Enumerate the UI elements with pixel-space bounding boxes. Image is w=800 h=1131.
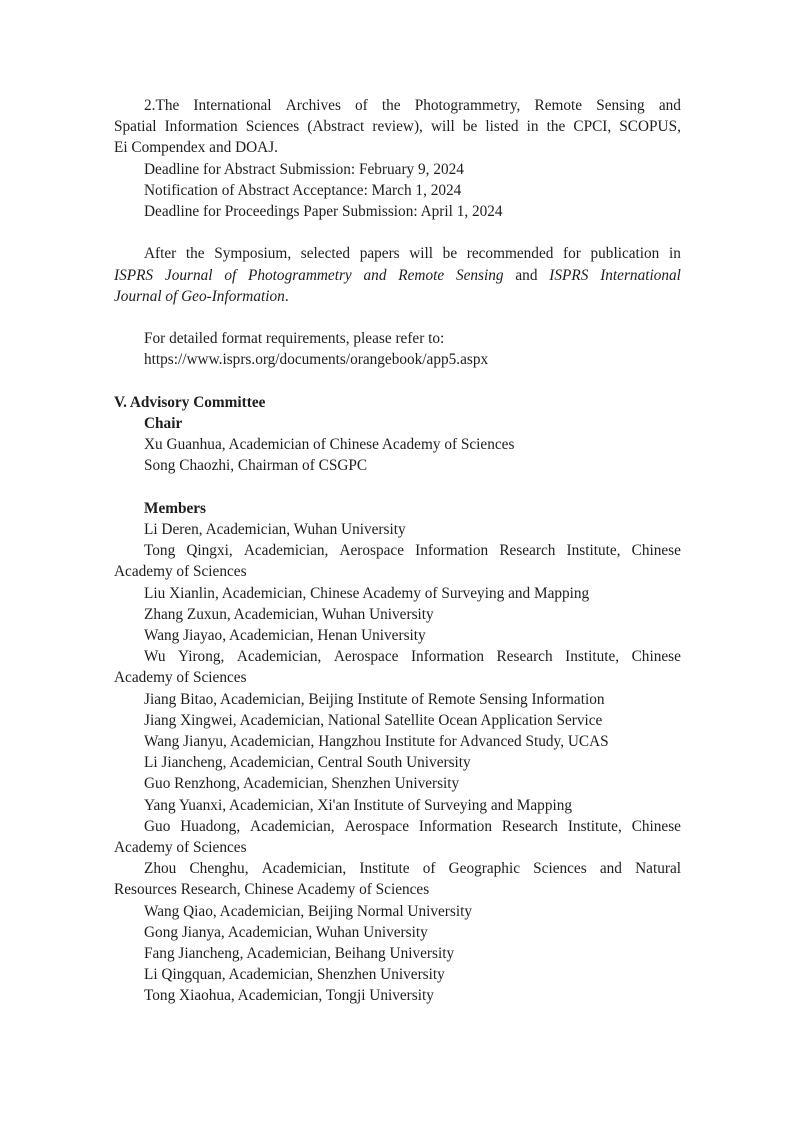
- word: recommended: [466, 245, 554, 263]
- word: Institute: [359, 860, 410, 878]
- word: publication: [590, 245, 660, 263]
- member-entry: Jiang Xingwei, Academician, National Satellite Ocean Application Service: [144, 711, 603, 729]
- word: Sciences: [533, 860, 587, 878]
- member-entry: Li Jiancheng, Academician, Central South University: [144, 754, 471, 772]
- word: Chinese: [631, 542, 681, 560]
- word: of: [422, 860, 436, 878]
- member-entry: [114, 816, 681, 837]
- word: Chinese: [631, 817, 681, 835]
- chair-member: Xu Guanhua, Academician of Chinese Academy of Sciences: [144, 436, 515, 454]
- word: Information: [410, 648, 485, 666]
- para-archives-line2: [114, 116, 681, 137]
- word: and: [515, 266, 538, 284]
- member-entry: Zhang Zuxun, Academician, Wuhan University: [144, 605, 434, 623]
- document-body: [114, 95, 681, 1007]
- word: Remote: [534, 97, 583, 114]
- word: Information: [415, 542, 489, 560]
- journal-title-word: of: [224, 266, 237, 284]
- word: Academician,: [250, 817, 335, 835]
- member-entry: Jiang Bitao, Academician, Beijing Institute of Remote Sensing Information: [144, 690, 605, 708]
- blank-line: [114, 222, 681, 243]
- word: Aerospace: [333, 648, 399, 666]
- member-entry: Liu Xianlin, Academician, Chinese Academy of Surveying and Mapping: [144, 584, 590, 602]
- word: Photogrammetry,: [414, 97, 521, 114]
- word: Symposium,: [214, 245, 292, 263]
- member-entry: Wang Qiao, Academician, Beijing Normal University: [144, 902, 472, 920]
- word: the: [185, 245, 205, 263]
- word: (Abstract: [307, 118, 365, 136]
- advisory-committee-heading: V. Advisory Committee: [114, 393, 266, 411]
- word: After: [144, 245, 177, 263]
- word: be: [462, 118, 478, 136]
- word: be: [442, 245, 458, 263]
- member-entry-continuation: Academy of Sciences: [114, 839, 247, 857]
- word: in: [668, 245, 681, 263]
- word: and: [658, 97, 681, 114]
- word: selected: [300, 245, 351, 263]
- word: Institute,: [567, 817, 622, 835]
- member-entry: [114, 858, 681, 879]
- member-entry: Fang Jiancheng, Academician, Beihang University: [144, 945, 455, 963]
- para-archives-line1: [114, 95, 681, 116]
- word: the: [381, 97, 401, 114]
- word: Zhou: [144, 860, 177, 878]
- word: Academician,: [261, 860, 347, 878]
- member-entry: [114, 646, 681, 667]
- journal-title-word: Journal: [164, 266, 213, 284]
- journal-title-word: International: [600, 266, 681, 284]
- word: Aerospace: [339, 542, 405, 560]
- journal-title-word: Photogrammetry: [248, 266, 352, 284]
- word: will: [409, 245, 434, 263]
- word: of: [355, 97, 368, 114]
- deadline-abstract-submission: Deadline for Abstract Submission: February 9, 2024: [144, 160, 464, 178]
- word: review),: [372, 118, 423, 136]
- member-entry: Gong Jianya, Academician, Wuhan University: [144, 923, 428, 941]
- member-entry: Li Deren, Academician, Wuhan University: [144, 521, 406, 538]
- journal-title: Journal of Geo-Information: [114, 287, 285, 305]
- word: Research: [499, 542, 556, 560]
- word: Institute,: [565, 648, 620, 666]
- word: papers: [359, 245, 400, 263]
- word: Geographic: [448, 860, 520, 878]
- word: Sensing: [596, 97, 645, 114]
- word: Qingxi,: [186, 542, 233, 560]
- journal-title-word: ISPRS: [549, 266, 589, 284]
- format-requirements-note: For detailed format requirements, please refer to:: [144, 330, 445, 348]
- word: Chenghu,: [189, 860, 249, 878]
- deadline-proceedings-paper: Deadline for Proceedings Paper Submission: April 1, 2024: [144, 203, 503, 221]
- word: for: [563, 245, 581, 263]
- member-entry: Wang Jiayao, Academician, Henan University: [144, 627, 426, 645]
- word: Guo: [144, 817, 171, 835]
- member-entry: [114, 540, 681, 561]
- word: Academician,: [243, 542, 329, 560]
- word: CPCI,: [573, 118, 612, 136]
- word: Information: [164, 118, 238, 136]
- word: Yirong,: [178, 648, 225, 666]
- chair-member: Song Chaozhi, Chairman of CSGPC: [144, 457, 368, 475]
- word: Chinese: [631, 648, 681, 666]
- word: Wu: [144, 648, 166, 666]
- blank-line: [114, 371, 681, 392]
- notification-abstract-acceptance: Notification of Abstract Acceptance: March 1, 2024: [144, 181, 462, 199]
- word: SCOPUS,: [619, 118, 681, 136]
- blank-line: [114, 477, 681, 498]
- member-entry-continuation: Academy of Sciences: [114, 563, 247, 581]
- chair-heading: Chair: [144, 415, 183, 432]
- word: Institute,: [566, 542, 621, 560]
- para-symposium-line1: [114, 243, 681, 264]
- journal-title-word: Sensing: [455, 266, 504, 284]
- word: International: [193, 97, 272, 114]
- journal-title-word: ISPRS: [114, 266, 154, 284]
- word: and: [599, 860, 622, 878]
- word: the: [546, 118, 566, 136]
- word: Spatial: [114, 118, 157, 136]
- word: Information: [418, 817, 492, 835]
- member-entry: Guo Renzhong, Academician, Shenzhen University: [144, 775, 460, 793]
- member-entry: Tong Xiaohua, Academician, Tongji University: [144, 987, 434, 1005]
- journal-title-word: Remote: [398, 266, 445, 284]
- word: in: [526, 118, 539, 136]
- word: Sciences: [245, 118, 300, 136]
- para-symposium-line2: [114, 265, 681, 286]
- word: listed: [485, 118, 519, 136]
- text-segment: .: [284, 287, 289, 305]
- blank-line: [114, 307, 681, 328]
- member-entry-continuation: Resources Research, Chinese Academy of Sciences: [114, 881, 430, 899]
- word: Academician,: [236, 648, 322, 666]
- journal-title-word: and: [363, 266, 387, 284]
- para-symposium-line3: [114, 286, 681, 307]
- word: Tong: [144, 542, 176, 560]
- word: 2.The: [144, 97, 180, 114]
- format-requirements-url: https://www.isprs.org/documents/orangebook/app5.aspx: [144, 351, 489, 369]
- word: Aerospace: [344, 817, 410, 835]
- members-heading: Members: [144, 499, 207, 517]
- para-archives-line3: Ei Compendex and DOAJ.: [114, 139, 278, 157]
- member-entry: Yang Yuanxi, Academician, Xi'an Institute of Surveying and Mapping: [144, 796, 573, 814]
- member-entry: Li Qingquan, Academician, Shenzhen University: [144, 966, 445, 984]
- member-entry: Wang Jianyu, Academician, Hangzhou Institute for Advanced Study, UCAS: [144, 733, 609, 751]
- word: will: [430, 118, 455, 136]
- word: Natural: [635, 860, 681, 878]
- word: Research: [496, 648, 553, 666]
- word: Huadong,: [180, 817, 241, 835]
- word: Research: [501, 817, 558, 835]
- member-entry-continuation: Academy of Sciences: [114, 669, 247, 687]
- word: Archives: [285, 97, 341, 114]
